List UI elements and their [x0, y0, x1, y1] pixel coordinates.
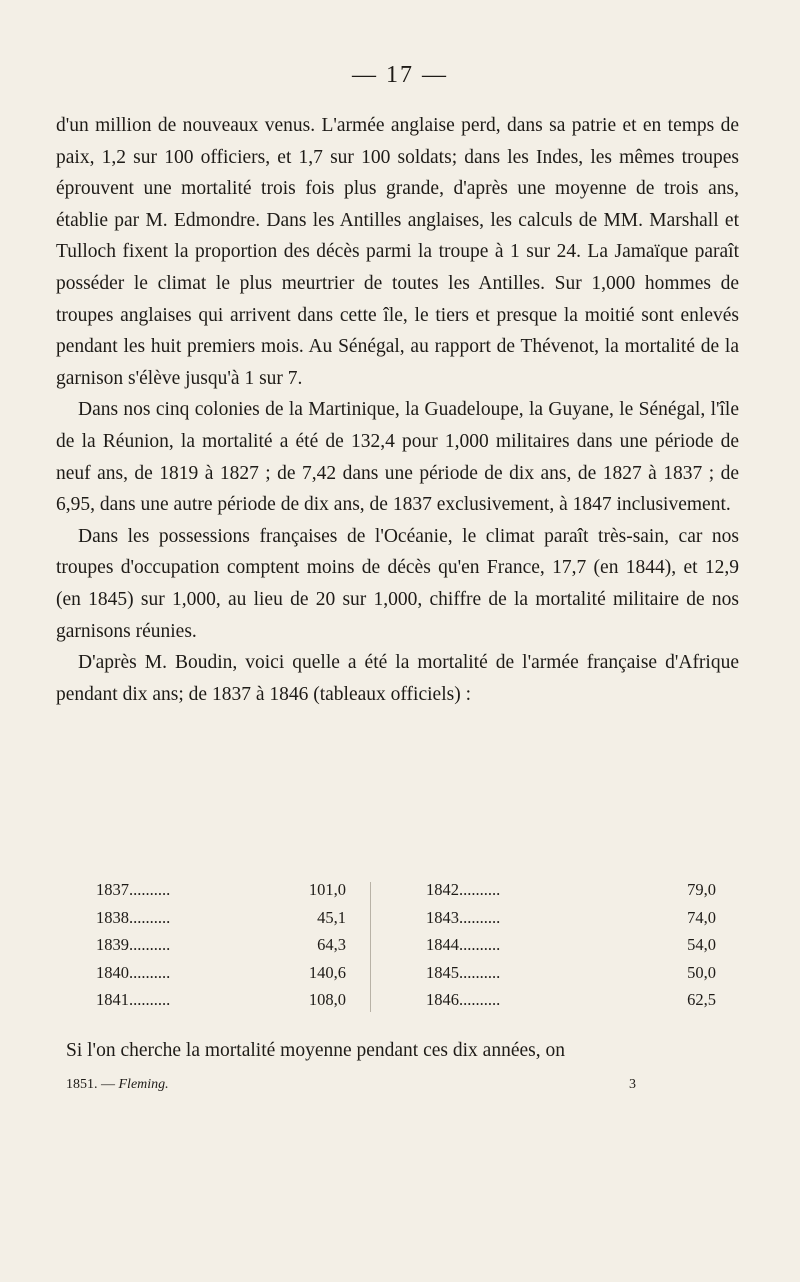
- table-value: 64,3: [317, 935, 346, 954]
- table-row: [426, 904, 716, 932]
- table-year: 1837..........: [96, 880, 171, 899]
- table-year: 1839..........: [96, 935, 171, 954]
- footer-year: 1851. —: [66, 1077, 115, 1092]
- table-value: 140,6: [308, 962, 346, 982]
- table-row: [426, 931, 716, 959]
- signature-number: 3: [629, 1077, 636, 1092]
- footer-author: Fleming.: [118, 1077, 169, 1092]
- table-row: [96, 876, 346, 904]
- table-column-left: [96, 876, 346, 1014]
- table-row: [96, 931, 346, 959]
- table-row: [426, 876, 716, 904]
- paragraph-1: d'un million de nouveaux venus. L'armée anglaise perd, dans sa patrie et en temps de paix, 1,2 sur 100 officiers, et 1,7 sur 100 soldats; dans les Indes, les mêmes troupes éprouvent une mortalité trois fois plus grande, d'après une moyenne de trois ans, établie par M. Edmondre. Dans les Antilles anglaises, les calculs de MM. Marshall et Tulloch fixent la proportion des décès parmi la troupe à 1 sur 24. La Jamaïque paraît posséder le climat le plus meurtrier de toutes les Antilles. Sur 1,000 hommes de troupes anglaises qui arrivent dans cette île, le tiers et presque la moitié sont enlevés pendant les huit premiers mois. Au Sénégal, au rapport de Thévenot, la mortalité de la garnison s'élève jusqu'à 1 sur 7.: [56, 115, 739, 389]
- footer-citation: [66, 1077, 169, 1093]
- table-row: [426, 986, 716, 1014]
- table-year: 1840..........: [96, 962, 171, 982]
- table-row: [96, 959, 346, 987]
- table-year: 1846..........: [426, 990, 501, 1009]
- table-row: [96, 986, 346, 1014]
- table-value: 74,0: [687, 907, 716, 927]
- table-value: 50,0: [687, 962, 716, 982]
- table-value: 101,0: [308, 880, 346, 899]
- body-text: [56, 110, 739, 710]
- table-year: 1843..........: [426, 907, 501, 927]
- table-value: 54,0: [687, 935, 716, 954]
- table-value: 45,1: [317, 907, 346, 927]
- table-year: 1845..........: [426, 962, 501, 982]
- table-value: 108,0: [308, 990, 346, 1009]
- table-value: 79,0: [687, 880, 716, 899]
- table-row: [426, 959, 716, 987]
- paragraph-3: Dans les possessions françaises de l'Océanie, le climat paraît très-sain, car nos troupes d'occupation comptent moins de décès qu'en France, 17,7 (en 1844), et 12,9 (en 1845) sur 1,000, au lieu de 20 sur 1,000, chiffre de la mortalité militaire de nos garnisons réunies.: [56, 525, 739, 642]
- paragraph-4: D'après M. Boudin, voici quelle a été la mortalité de l'armée française d'Afrique pendant dix ans; de 1837 à 1846 (tableaux officiels) :: [56, 652, 739, 705]
- table-year: 1844..........: [426, 935, 501, 954]
- table-year: 1838..........: [96, 907, 171, 927]
- final-line: Si l'on cherche la mortalité moyenne pendant ces dix années, on: [66, 1040, 565, 1061]
- table-divider: [370, 882, 371, 1012]
- footer: [66, 1077, 636, 1093]
- table-year: 1842..........: [426, 880, 501, 899]
- table-value: 62,5: [687, 990, 716, 1009]
- table-column-right: [426, 876, 716, 1014]
- table-row: [96, 904, 346, 932]
- table-year: 1841..........: [96, 990, 171, 1009]
- page-number: — 17 —: [352, 62, 448, 88]
- paragraph-2: Dans nos cinq colonies de la Martinique, la Guadeloupe, la Guyane, le Sénégal, l'île de la Réunion, la mortalité a été de 132,4 pour 1,000 militaires dans une période de neuf ans, de 1819 à 1827 ; de 7,42 dans une période de dix ans, de 1827 à 1837 ; de 6,95, dans une autre période de dix ans, de 1837 exclusivement, à 1847 inclusivement.: [56, 399, 739, 516]
